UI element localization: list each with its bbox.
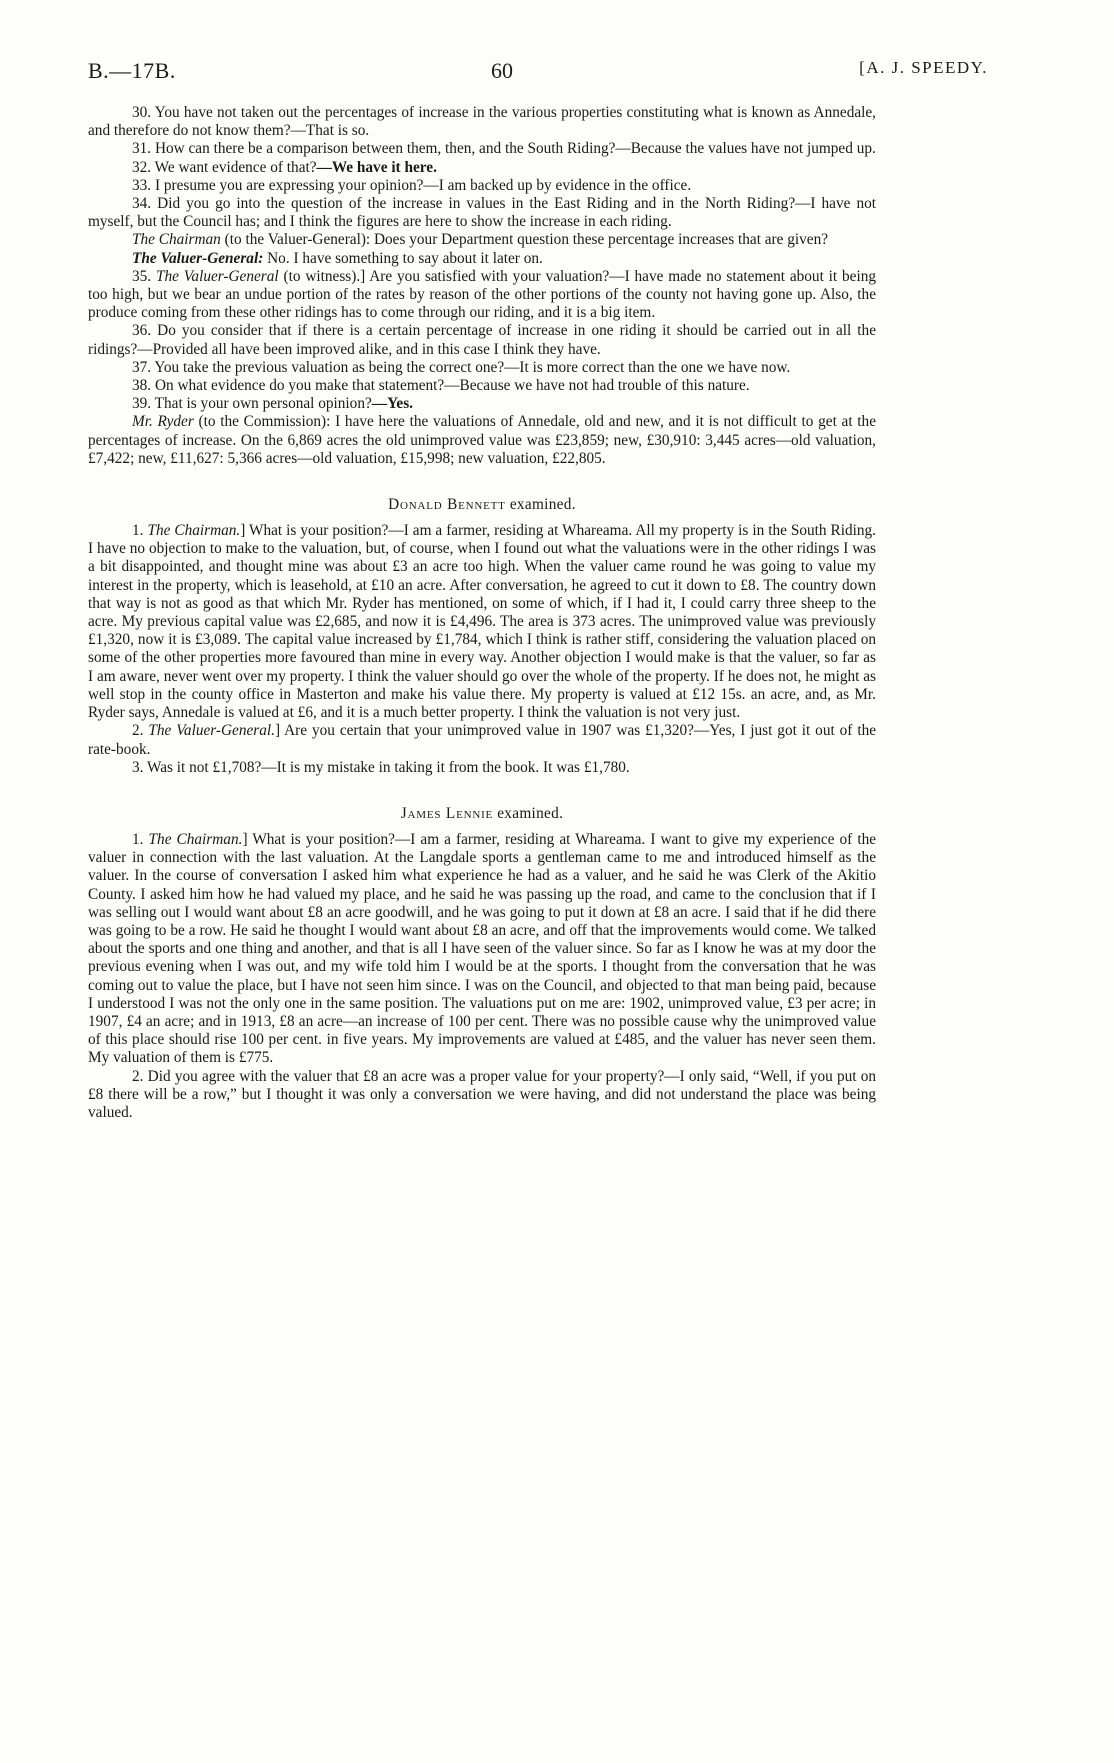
- question-32-answer: —We have it here.: [316, 158, 437, 176]
- document-body: [88, 104, 876, 1122]
- question-39-answer: —Yes.: [371, 395, 413, 413]
- speaker-chairman: The Chairman.: [147, 522, 241, 540]
- question-35-text: (to witness).] Are you satisfied with your valuation?—I have made no statement about it being too high, but we bear an undue portion of the rates by reason of the other portions of the county not having gone up. Also, the produce coming from these other ridings has to come through our riding, and it is a big item.: [88, 267, 877, 322]
- speaker-mr-ryder: Mr. Ryder: [132, 413, 194, 431]
- speaker-chairman: The Chairman.: [148, 830, 243, 848]
- bennett-question-3: 3. Was it not £1,708?—It is my mistake in taking it from the book. It was £1,780.: [132, 758, 630, 776]
- question-31: 31. How can there be a comparison between them, then, and the South Riding?—Because the values have not jumped up.: [132, 140, 876, 158]
- ryder-statement: [88, 413, 876, 468]
- bennett-evidence: [88, 522, 876, 777]
- question-33: 33. I presume you are expressing your opinion?—I am backed up by evidence in the office.: [132, 176, 692, 194]
- section-heading-bennett: [88, 496, 876, 514]
- question-number: 2.: [132, 722, 149, 740]
- witness-name-lennie: James Lennie: [400, 804, 494, 822]
- speedy-evidence-continued: [88, 104, 876, 468]
- question-number: 1.: [132, 830, 149, 848]
- chairman-remark-text: (to the Valuer-General): Does your Department question these percentage increases that are given?: [220, 231, 829, 249]
- lennie-evidence: [88, 831, 876, 1122]
- bennett-answer-1: ] What is your position?—I am a farmer, residing at Whareama. All my property is in the South Riding. I have no objection to make to the valuation, but, of course, when I found out what the valuations were in the other ridings I was a bit disappointed, and thought mine was about £3 an acre too high. When the valuer came round he was going to value my interest in the property, which is leasehold, at £10 an acre. After conversation, he agreed to cut it down to £8. The country down that way is not as good as that which Mr. Ryder has mentioned, on some of which, if I had it, I could carry three sheep to the acre. My previous capital value was £2,685, and now it is £4,496. The area is 373 acres. The unimproved value was previously £1,320, now it is £3,089. The capital value increased by £1,784, which I think is rather stiff, considering the valuation placed on some of the other properties more favoured than mine in every way. Another objection I would make is that the valuer, so far as I am aware, never went over my property. I think the valuer should go over the whole of the property. If he does not, he might as well stop in the county office in Masterton and make his value there. My property is valued at £12 15s. an acre, and, as Mr. Ryder says, Annedale is valued at £6, and it is a much better property. I think the valuation is not very just.: [88, 522, 877, 722]
- lennie-question-2: 2. Did you agree with the valuer that £8 an acre was a proper value for your property?—I only said, “Well, if you put on £8 there will be a row,” but I thought it was only a conversation we were having, and did not understand the place was being valued.: [88, 1067, 876, 1121]
- speaker-chairman: The Chairman: [132, 231, 221, 249]
- question-39-text: 39. That is your own personal opinion?: [132, 395, 372, 413]
- question-number: 1.: [132, 522, 148, 540]
- witness-name-header: [A. J. SPEEDY.: [859, 58, 988, 77]
- bennett-question-2: [88, 722, 876, 758]
- question-37: 37. You take the previous valuation as being the correct one?—It is more correct than the one we have now.: [132, 358, 791, 376]
- document-reference: B.—17B.: [88, 58, 176, 83]
- chairman-remark: [88, 231, 876, 249]
- ryder-statement-text: (to the Commission): I have here the valuations of Annedale, old and new, and it is not difficult to get at the percentages of increase. On the 6,869 acres the old unimproved value was £23,859; new, £30,910: 3,445 acres—old valuation, £7,422; new, £11,627: 5,366 acres—old valuation, £15,998; new valuation, £22,805.: [88, 413, 876, 467]
- valuer-general-remark-text: No. I have something to say about it later on.: [263, 249, 543, 267]
- page-number: 60: [491, 58, 513, 83]
- question-34: 34. Did you go into the question of the increase in values in the East Riding and in the North Riding?—I have not myself, but the Council has; and I think the figures are here to show the increase in each riding.: [88, 195, 876, 231]
- speaker-valuer-general: The Valuer-General.: [148, 722, 275, 740]
- question-32-text: 32. We want evidence of that?: [132, 158, 317, 176]
- bennett-question-1: [88, 522, 876, 722]
- question-30: 30. You have not taken out the percentages of increase in the various properties constituting what is known as Annedale, and therefore do not know them?—That is so.: [88, 104, 876, 140]
- section-heading-lennie: [88, 805, 876, 823]
- valuer-general-remark: [88, 250, 876, 268]
- question-38: 38. On what evidence do you make that statement?—Because we have not had trouble of this nature.: [132, 377, 750, 395]
- question-39: [88, 395, 876, 413]
- examined-label: examined.: [505, 496, 576, 514]
- question-35-speaker: The Valuer-General: [155, 267, 279, 285]
- bennett-answer-2: ] Are you certain that your unimproved value in 1907 was £1,320?—Yes, I just got it out of the rate-book.: [88, 722, 877, 758]
- question-35-number: 35.: [132, 267, 156, 285]
- question-32: [88, 159, 876, 177]
- question-35: [88, 268, 876, 323]
- lennie-question-1: [88, 831, 876, 1068]
- question-36: 36. Do you consider that if there is a certain percentage of increase in one riding it should be carried out in all the ridings?—Provided all have been improved alike, and in this case I think they have.: [88, 322, 876, 358]
- speaker-valuer-general: The Valuer-General:: [132, 249, 264, 267]
- page-header: [88, 58, 988, 88]
- lennie-answer-1: ] What is your position?—I am a farmer, residing at Whareama. I want to give my experience of the valuer in connection with the last valuation. At the Langdale sports a gentleman came to me and introduced himself as the valuer. In the course of conversation I asked him what experience he had as a valuer, and he said he was Clerk of the Akitio County. I asked him how he had valued my place, and he said he was passing up the road, and came to the conclusion that if I was selling out I would want about £8 an acre goodwill, and he was going to put it down at £8 an acre. I said that if he did there was going to be a row. He said he thought I would want about £8 an acre, and off that the improvements would come. We talked about the sports and one thing and another, and that is all I have seen of the valuer since. So far as I know he was at my door the previous evening when I was out, and my wife told him I would be at the sports. I thought from the conversation that he was coming out to value the place, but I have not seen him since. I was on the Council, and objected to that man being paid, because I understood I was not the only one in the same position. The valuations put on me are: 1902, unimproved value, £3 per acre; in 1907, £4 an acre; and in 1913, £8 an acre—an increase of 100 per cent. There was no possible cause why the unimproved value of this place should rise 100 per cent. in five years. My improvements are valued at £485, and the valuer has never seen them. My valuation of them is £775.: [88, 830, 877, 1067]
- witness-name-bennett: Donald Bennett: [388, 496, 506, 514]
- examined-label: examined.: [493, 804, 564, 822]
